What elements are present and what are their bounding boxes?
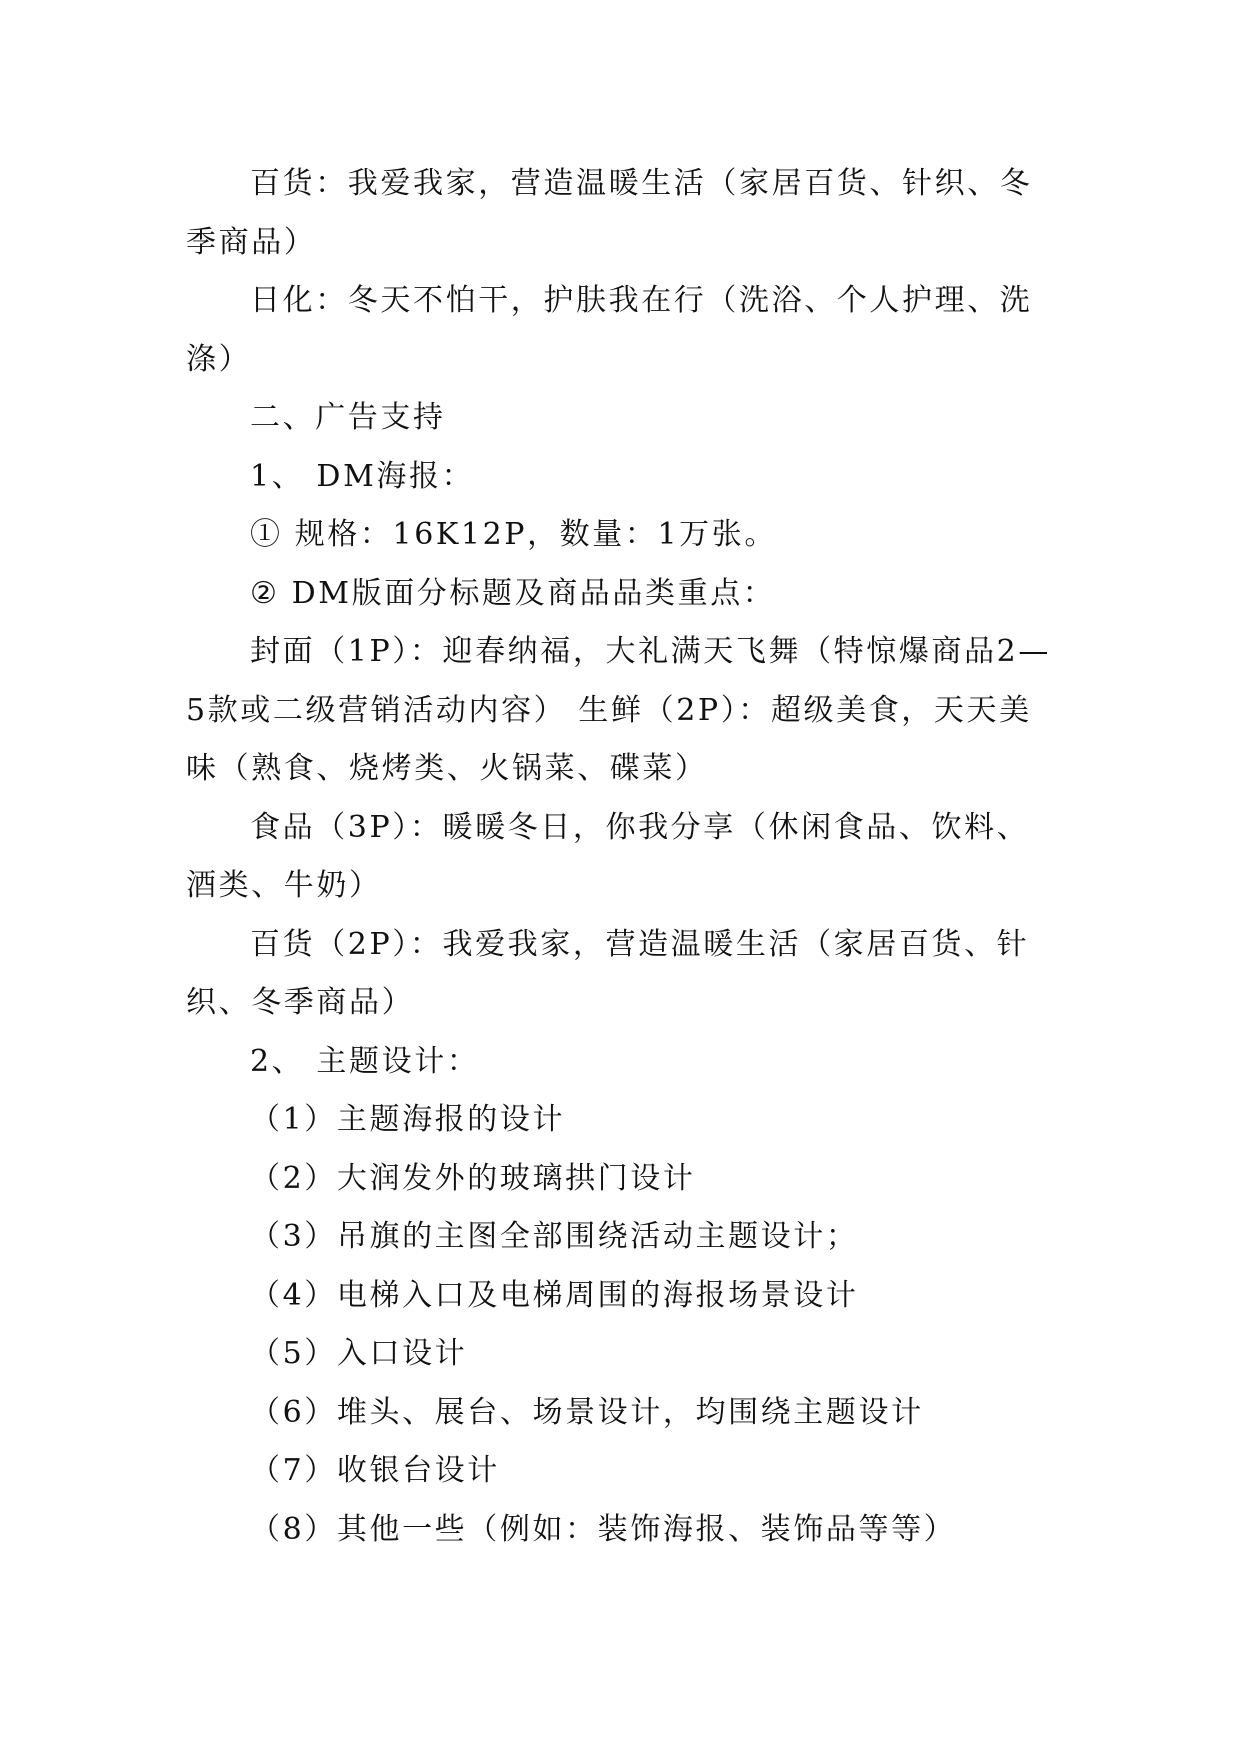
section-heading-ad-support: 二、广告支持 [250,400,446,435]
paragraph-daily-chemicals: 日化：冬天不怕干，护肤我在行（洗浴、个人护理、洗涤） [186,283,1033,377]
paragraph-general-merchandise-2p: 百货（2P）：我爱我家，营造温暖生活（家居百货、针织、冬季商品） [186,926,1030,1020]
list-item: （4）电梯入口及电梯周围的海报场景设计 [250,1277,859,1313]
paragraph-spec: ① 规格：16K12P，数量：1万张。 [250,517,777,552]
list-item: （7）收银台设计 [250,1453,500,1488]
paragraph-dm-layout: ② DM版面分标题及商品品类重点： [250,575,776,611]
paragraph-general-merchandise: 百货：我爱我家，营造温暖生活（家居百货、针织、冬季商品） [186,166,1033,260]
list-item: （8）其他一些（例如：装饰海报、装饰品等等） [250,1511,957,1547]
list-item: （1）主题海报的设计 [250,1102,566,1137]
list-item: （3）吊旗的主图全部围绕活动主题设计； [250,1219,859,1254]
subheading-dm-poster: 1、 DM海报： [250,458,475,494]
subheading-theme-design: 2、 主题设计： [250,1043,480,1079]
list-item: （5）入口设计 [250,1336,468,1371]
paragraph-food: 食品（3P）：暖暖冬日，你我分享（休闲食品、饮料、酒类、牛奶） [186,809,1030,903]
paragraph-cover-fresh: 封面（1P）：迎春纳福，大礼满天飞舞（特惊爆商品2—5款或二级营销活动内容） 生鲜（2P）：超级美食，天天美味（熟食、烧烤类、火锅菜、碟菜） [186,634,1051,786]
list-item: （2）大润发外的玻璃拱门设计 [250,1160,696,1196]
list-item: （6）堆头、展台、场景设计，均围绕主题设计 [250,1394,924,1430]
document-body [186,155,1054,1559]
